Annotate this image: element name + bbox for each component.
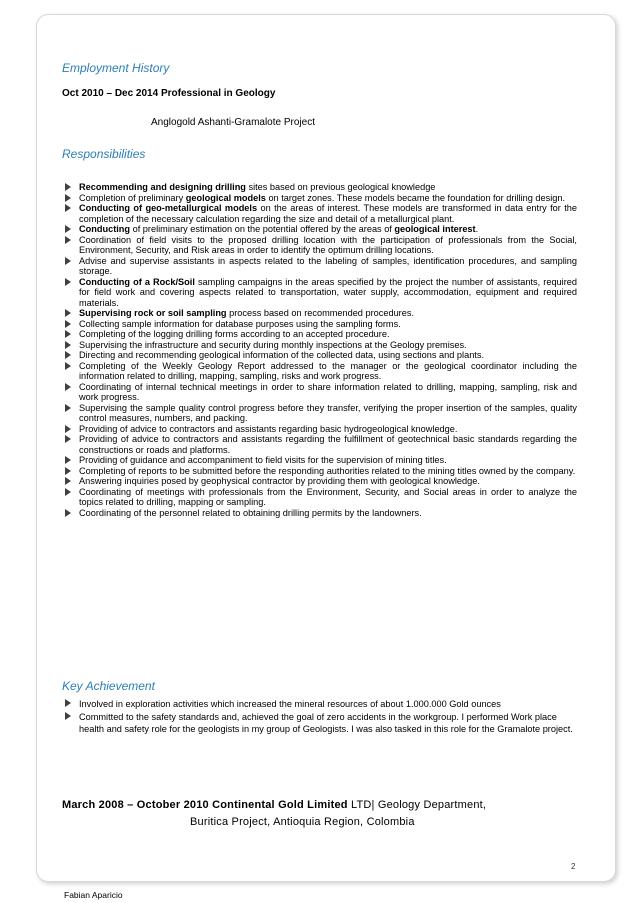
item-text: Supervising the sample quality control progress before they transfer, verifying the proper insertion of the samples, quality control measures, numbers, and packing. [79,402,577,423]
item-text: Directing and recommending geological information of the collected data, using sections and plants. [79,350,484,360]
achievements-list [62,698,577,736]
bullet-arrow-icon [65,320,71,328]
item-text: Completing of the logging drilling forms according to an accepted procedure. [79,329,390,339]
bullet-arrow-icon [65,488,71,496]
item-text: sites based on previous geological knowledge [245,182,436,192]
list-item [62,340,577,351]
emphasis-text: geological models [185,192,266,203]
item-text: Answering inquiries posed by geophysical contractor by providing them with geological knowledge. [79,476,480,486]
bullet-arrow-icon [65,699,71,707]
page-number: 2 [571,862,576,871]
bullet-arrow-icon [65,183,71,191]
list-item [62,466,577,477]
bullet-arrow-icon [65,278,71,286]
emphasis-text: Supervising rock or soil sampling [79,308,227,318]
bullet-arrow-icon [65,477,71,485]
bullet-arrow-icon [65,435,71,443]
bullet-arrow-icon [65,330,71,338]
bullet-arrow-icon [65,204,71,212]
list-item [62,424,577,435]
item-text: Advise and supervise assistants in aspects related to the labeling of samples, identification procedures, and sampling storage. [79,255,577,276]
item-text: on target zones. These models became the foundation for drilling design. [265,192,566,203]
list-item [62,203,577,224]
list-item [62,319,577,330]
item-text: Supervising the infrastructure and security during monthly inspections at the Geology premises. [79,339,467,350]
item-text: Coordinating of internal technical meetings in order to share information related to drilling, mapping, sampling, risk and work progress. [79,381,577,402]
item-text: Completing of the Weekly Geology Report addressed to the manager or the geological coordinator including the information related to drilling, mapping, sampling, risks and work progress. [79,360,577,381]
list-item [62,487,577,508]
employment-history-heading: Employment History [62,61,170,75]
item-text: process based on recommended procedures. [226,308,414,318]
bullet-arrow-icon [65,404,71,412]
job2-location: Buritica Project, Antioquia Region, Colombia [190,816,415,828]
job2-title: March 2008 – October 2010 Continental Gold Limited [62,799,348,811]
item-text: Completion of preliminary [79,192,186,203]
emphasis-text: Conducting of a Rock/Soil [79,276,195,287]
list-item [62,361,577,382]
list-item [62,455,577,466]
list-item [62,350,577,361]
item-text: Completing of reports to be submitted before the responding authorities related to the mining titles owned by the company. [79,465,576,476]
list-item [62,476,577,487]
item-text: Providing of advice to contractors and assistants regarding the fulfillment of geotechnical basic standards regarding the constructions or roads and platforms. [79,434,577,455]
list-item [62,508,577,519]
item-text: Providing of guidance and accompaniment to field visits for the supervision of mining titles. [79,455,447,465]
bullet-arrow-icon [65,383,71,391]
list-item [62,193,577,204]
item-text: sampling campaigns in the areas specified by the project the number of assistants, required for field work and covering aspects related to transportation, water supply, accommodation, equipment and required materials. [79,276,577,308]
emphasis-text: Recommending and designing drilling [79,182,246,192]
bullet-arrow-icon [65,225,71,233]
list-item [62,182,577,193]
bullet-arrow-icon [65,509,71,517]
job-history-entry [62,799,486,811]
bullet-arrow-icon [65,341,71,349]
bullet-arrow-icon [65,194,71,202]
bullet-arrow-icon [65,351,71,359]
list-item [62,403,577,424]
item-text: . [475,224,479,234]
list-item [62,698,577,711]
list-item [62,224,577,235]
footer-name: Fabian Aparicio [64,890,123,900]
emphasis-text: Conducting [79,224,131,234]
bullet-arrow-icon [65,467,71,475]
list-item [62,434,577,455]
bullet-arrow-icon [65,456,71,464]
bullet-arrow-icon [65,257,71,265]
item-text: Committed to the safety standards and, achieved the goal of zero accidents in the workgroup. I performed Work place health and safety role for the geologists in my group of Geologists. I was also tasked in this role for the Gramalote project. [79,711,573,734]
key-achievement-heading: Key Achievement [62,679,155,693]
item-text: Involved in exploration activities which increased the mineral resources of about 1.000.000 Gold ounces [79,699,501,709]
item-text: Coordinating of the personnel related to obtaining drilling permits by the landowners. [79,507,422,518]
list-item [62,277,577,309]
list-item [62,382,577,403]
bullet-arrow-icon [65,712,71,720]
bullet-arrow-icon [65,362,71,370]
bullet-arrow-icon [65,309,71,317]
item-text: Providing of advice to contractors and assistants regarding basic hydrogeological knowledge. [79,423,458,434]
item-text: of preliminary estimation on the potential offered by the areas of [130,224,395,234]
list-item [62,711,577,736]
list-item [62,256,577,277]
bullet-arrow-icon [65,236,71,244]
responsibilities-heading: Responsibilities [62,147,146,161]
bullet-arrow-icon [65,425,71,433]
list-item [62,308,577,319]
list-item [62,235,577,256]
responsibilities-list [62,182,577,518]
company-name: Anglogold Ashanti-Gramalote Project [151,117,315,128]
list-item [62,329,577,340]
item-text: Collecting sample information for database purposes using the sampling forms. [79,318,401,329]
job2-department: LTD| Geology Department, [347,799,487,811]
job-title: Oct 2010 – Dec 2014 Professional in Geology [62,88,276,99]
emphasis-text: Conducting of geo-metallurgical models [79,203,258,213]
emphasis-text: geological interest [394,224,476,234]
item-text: on the areas of interest. These models are transformed in data entry for the completion of the necessary calculation regarding the size and detail of a metallurgical plant. [79,203,577,224]
item-text: Coordinating of meetings with professionals from the Environment, Security, and Social areas in order to analyze the topics related to drilling, mapping or sampling. [79,486,577,507]
item-text: Coordination of field visits to the proposed drilling location with the participation of professionals from the Social, Environment, Security, and Risk areas in order to identify the optimum drilling locations. [79,234,577,255]
